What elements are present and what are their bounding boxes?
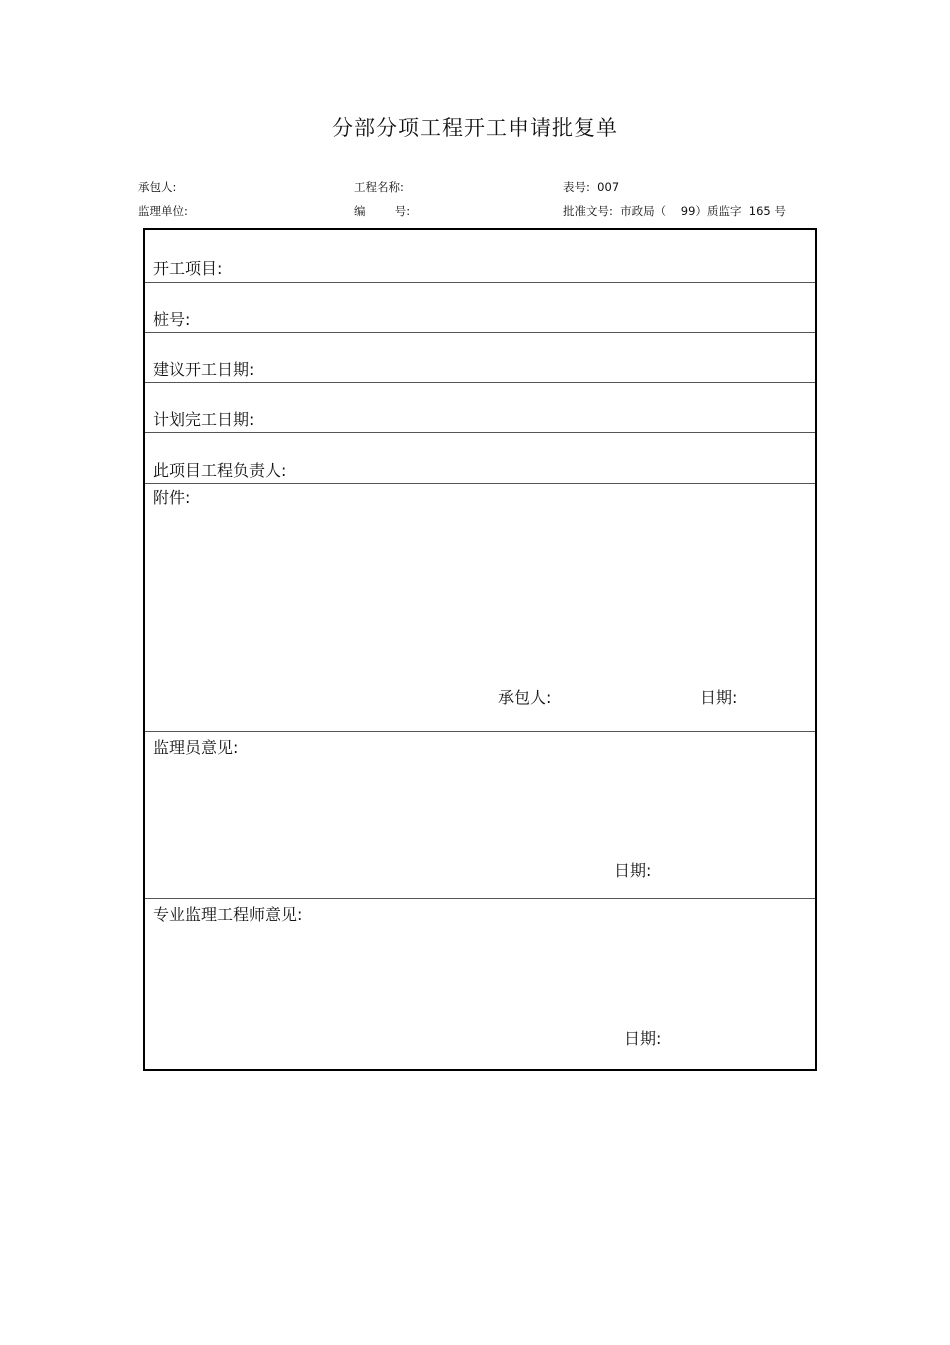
contractor-label: 承包人:	[138, 180, 177, 194]
supervisor-unit-label: 监理单位:	[138, 204, 188, 218]
proposed-start-date-label: 建议开工日期:	[153, 360, 255, 379]
row-proposed-start-date	[145, 332, 815, 383]
number-label: 编 号:	[354, 204, 411, 218]
planned-finish-date-label: 计划完工日期:	[153, 410, 255, 429]
supervisor-date-label: 日期:	[614, 861, 652, 880]
approval-document: 批准文号: 市政局（ 99）质监字 165 号	[563, 204, 786, 218]
supervisor-opinion-label: 监理员意见:	[153, 738, 239, 757]
row-attachments	[145, 483, 815, 732]
form-number: 表号: 007	[563, 180, 620, 194]
row-start-item	[145, 230, 815, 283]
responsible-person-label: 此项目工程负责人:	[153, 461, 287, 480]
page-title: 分部分项工程开工申请批复单	[332, 116, 618, 140]
row-planned-finish-date	[145, 382, 815, 433]
row-stake-number	[145, 282, 815, 333]
attachments-label: 附件:	[153, 488, 191, 507]
engineer-date-label: 日期:	[624, 1029, 662, 1048]
attachments-date-label: 日期:	[700, 688, 738, 707]
engineer-opinion-label: 专业监理工程师意见:	[153, 905, 303, 924]
stake-number-label: 桩号:	[153, 310, 191, 329]
row-responsible-person	[145, 432, 815, 484]
contractor-signature-label: 承包人:	[498, 688, 552, 707]
row-engineer-opinion	[145, 898, 815, 1069]
project-name-label: 工程名称:	[354, 180, 404, 194]
application-form	[143, 228, 817, 1071]
start-item-label: 开工项目:	[153, 259, 223, 278]
row-supervisor-opinion	[145, 731, 815, 899]
